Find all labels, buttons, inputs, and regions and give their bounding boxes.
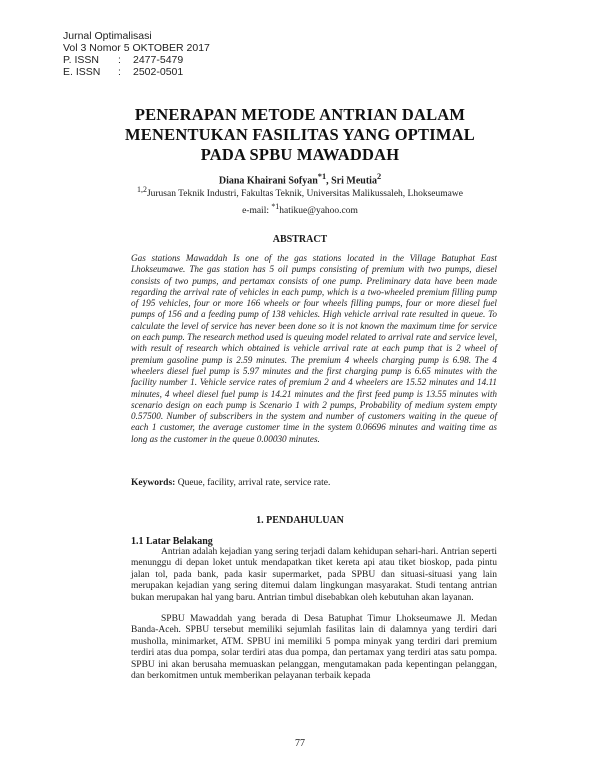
author-1-marker: *1: [317, 172, 327, 181]
email-marker: *1: [271, 201, 280, 211]
email-address[interactable]: hatikue@yahoo.com: [279, 205, 358, 216]
eissn-row: [63, 66, 210, 78]
paper-title: [60, 105, 540, 165]
pissn-row: [63, 54, 210, 66]
author-1: Diana Khairani Sofyan: [218, 175, 318, 187]
pissn-label: P. ISSN: [63, 54, 99, 66]
eissn-value: 2502-0501: [133, 66, 184, 78]
page-number: 77: [295, 738, 305, 749]
subsection-heading-background: 1.1 Latar Belakang: [131, 536, 213, 547]
eissn-label: E. ISSN: [63, 66, 101, 78]
intro-paragraph-2: SPBU Mawaddah yang berada di Desa Batuphat Timur Lhokseumawe Jl. Medan Banda-Aceh. SPBU tersebut memiliki sejumlah fasilitas lain di dalamnya yang terdiri dari musholla, minimarket, ATM. SPBU ini memiliki 5 pompa minyak yang terdiri dari premium terdiri atas dua pompa, solar terdiri atas dua pompa, dan pertamax yang terdiri atas satu pompa. SPBU ini akan berusaha memuaskan pelanggan, mengutamakan pada kepentingan pelanggan, dan berkomitmen untuk memberikan pelayanan terbaik kepada: [131, 614, 497, 682]
affiliation-block: [60, 184, 540, 217]
intro-body: [131, 547, 497, 692]
affiliation-marker: 1,2: [137, 185, 147, 194]
email-label: e-mail:: [242, 205, 272, 216]
author-2-marker: 2: [376, 172, 382, 181]
pissn-value: 2477-5479: [133, 54, 184, 66]
author-2: Sri Meutia: [331, 175, 377, 187]
affiliation-text: Jurusan Teknik Industri, Fakultas Teknik, Universitas Malikussaleh, Lhokseumawe: [146, 189, 463, 200]
pissn-separator: :: [118, 54, 121, 66]
author-separator: ,: [326, 175, 332, 187]
abstract-heading: ABSTRACT: [272, 234, 328, 245]
keywords-line: [131, 478, 497, 488]
eissn-separator: :: [118, 66, 121, 78]
title-line-1: PENERAPAN METODE ANTRIAN DALAM: [134, 105, 466, 124]
affiliation-line: [60, 184, 540, 201]
email-line: [60, 201, 540, 218]
abstract-text: Gas stations Mawaddah Is one of the gas stations located in the Village Batuphat East Lhokseumawe. The gas station has 5 oil pumps consisting of premium with two pumps, diesel consists of two pumps, and pertamax consists of one pump. Preliminary data have been made regarding the arrival rate of vehicles in each pump, which is a two-wheeled premium filling pump of 195 vehicles, four or more 166 wheels or four wheels filling pumps, four or more diesel fuel pumps of 156 and a feeding pump of 138 vehicles. High vehicle arrival rate resulted in queue. To calculate the level of service has never been done so it is not known the maximum time for service on each pump. The research method used is queuing model related to arrival rate and service level, with result of research which obtained is vehicle arrival rate at each pump that is 2 wheel of premium gasoline pump is 2.59 minutes. The premium 4 wheels charging pump is 6.98. The 4 wheelers diesel fuel pump is 5.97 minutes and the first charging pump is 6.65 minutes with the facility number 1. Vehicle service rates of premium 2 and 4 wheelers are 15.52 minutes and 14.11 minutes, 4 wheel diesel fuel pump is 14.21 minutes and the first feed pump is 13.55 minutes with scenario design on each pump is Scenario 1 with 2 pumps, Probability of medium system empty 0.57500. Number of subscribers in the system and number of customers waiting in the queue of each 1 customer, the average customer time in the system 0.06696 minutes and waiting time as long as the customer in the queue 0.00030 minutes.: [131, 253, 497, 444]
keywords-label: Keywords:: [131, 478, 176, 488]
section-heading-intro: 1. PENDAHULUAN: [256, 515, 344, 526]
journal-name: Jurnal Optimalisasi: [63, 30, 152, 42]
keywords-text: Queue, facility, arrival rate, service rate.: [175, 478, 331, 488]
journal-header: [63, 30, 210, 78]
title-line-3: PADA SPBU MAWADDAH: [200, 145, 400, 164]
journal-issue: Vol 3 Nomor 5 OKTOBER 2017: [63, 42, 210, 54]
intro-paragraph-1: Antrian adalah kejadian yang sering terjadi dalam kehidupan sehari-hari. Antrian seperti menunggu di depan loket untuk mendapatkan tiket kereta api atau tiket bioskop, pada pintu jalan tol, pada bank, pada kasir supermarket, pada SPBU dan situasi-situasi yang lain merupakan kejadian yang sering ditemui dalam lingkungan masyarakat. Studi tentang antrian bukan merupakan hal yang baru. Antrian timbul disebabkan oleh kebutuhan akan layanan.: [131, 547, 497, 603]
title-line-2: MENENTUKAN FASILITAS YANG OPTIMAL: [125, 125, 475, 144]
